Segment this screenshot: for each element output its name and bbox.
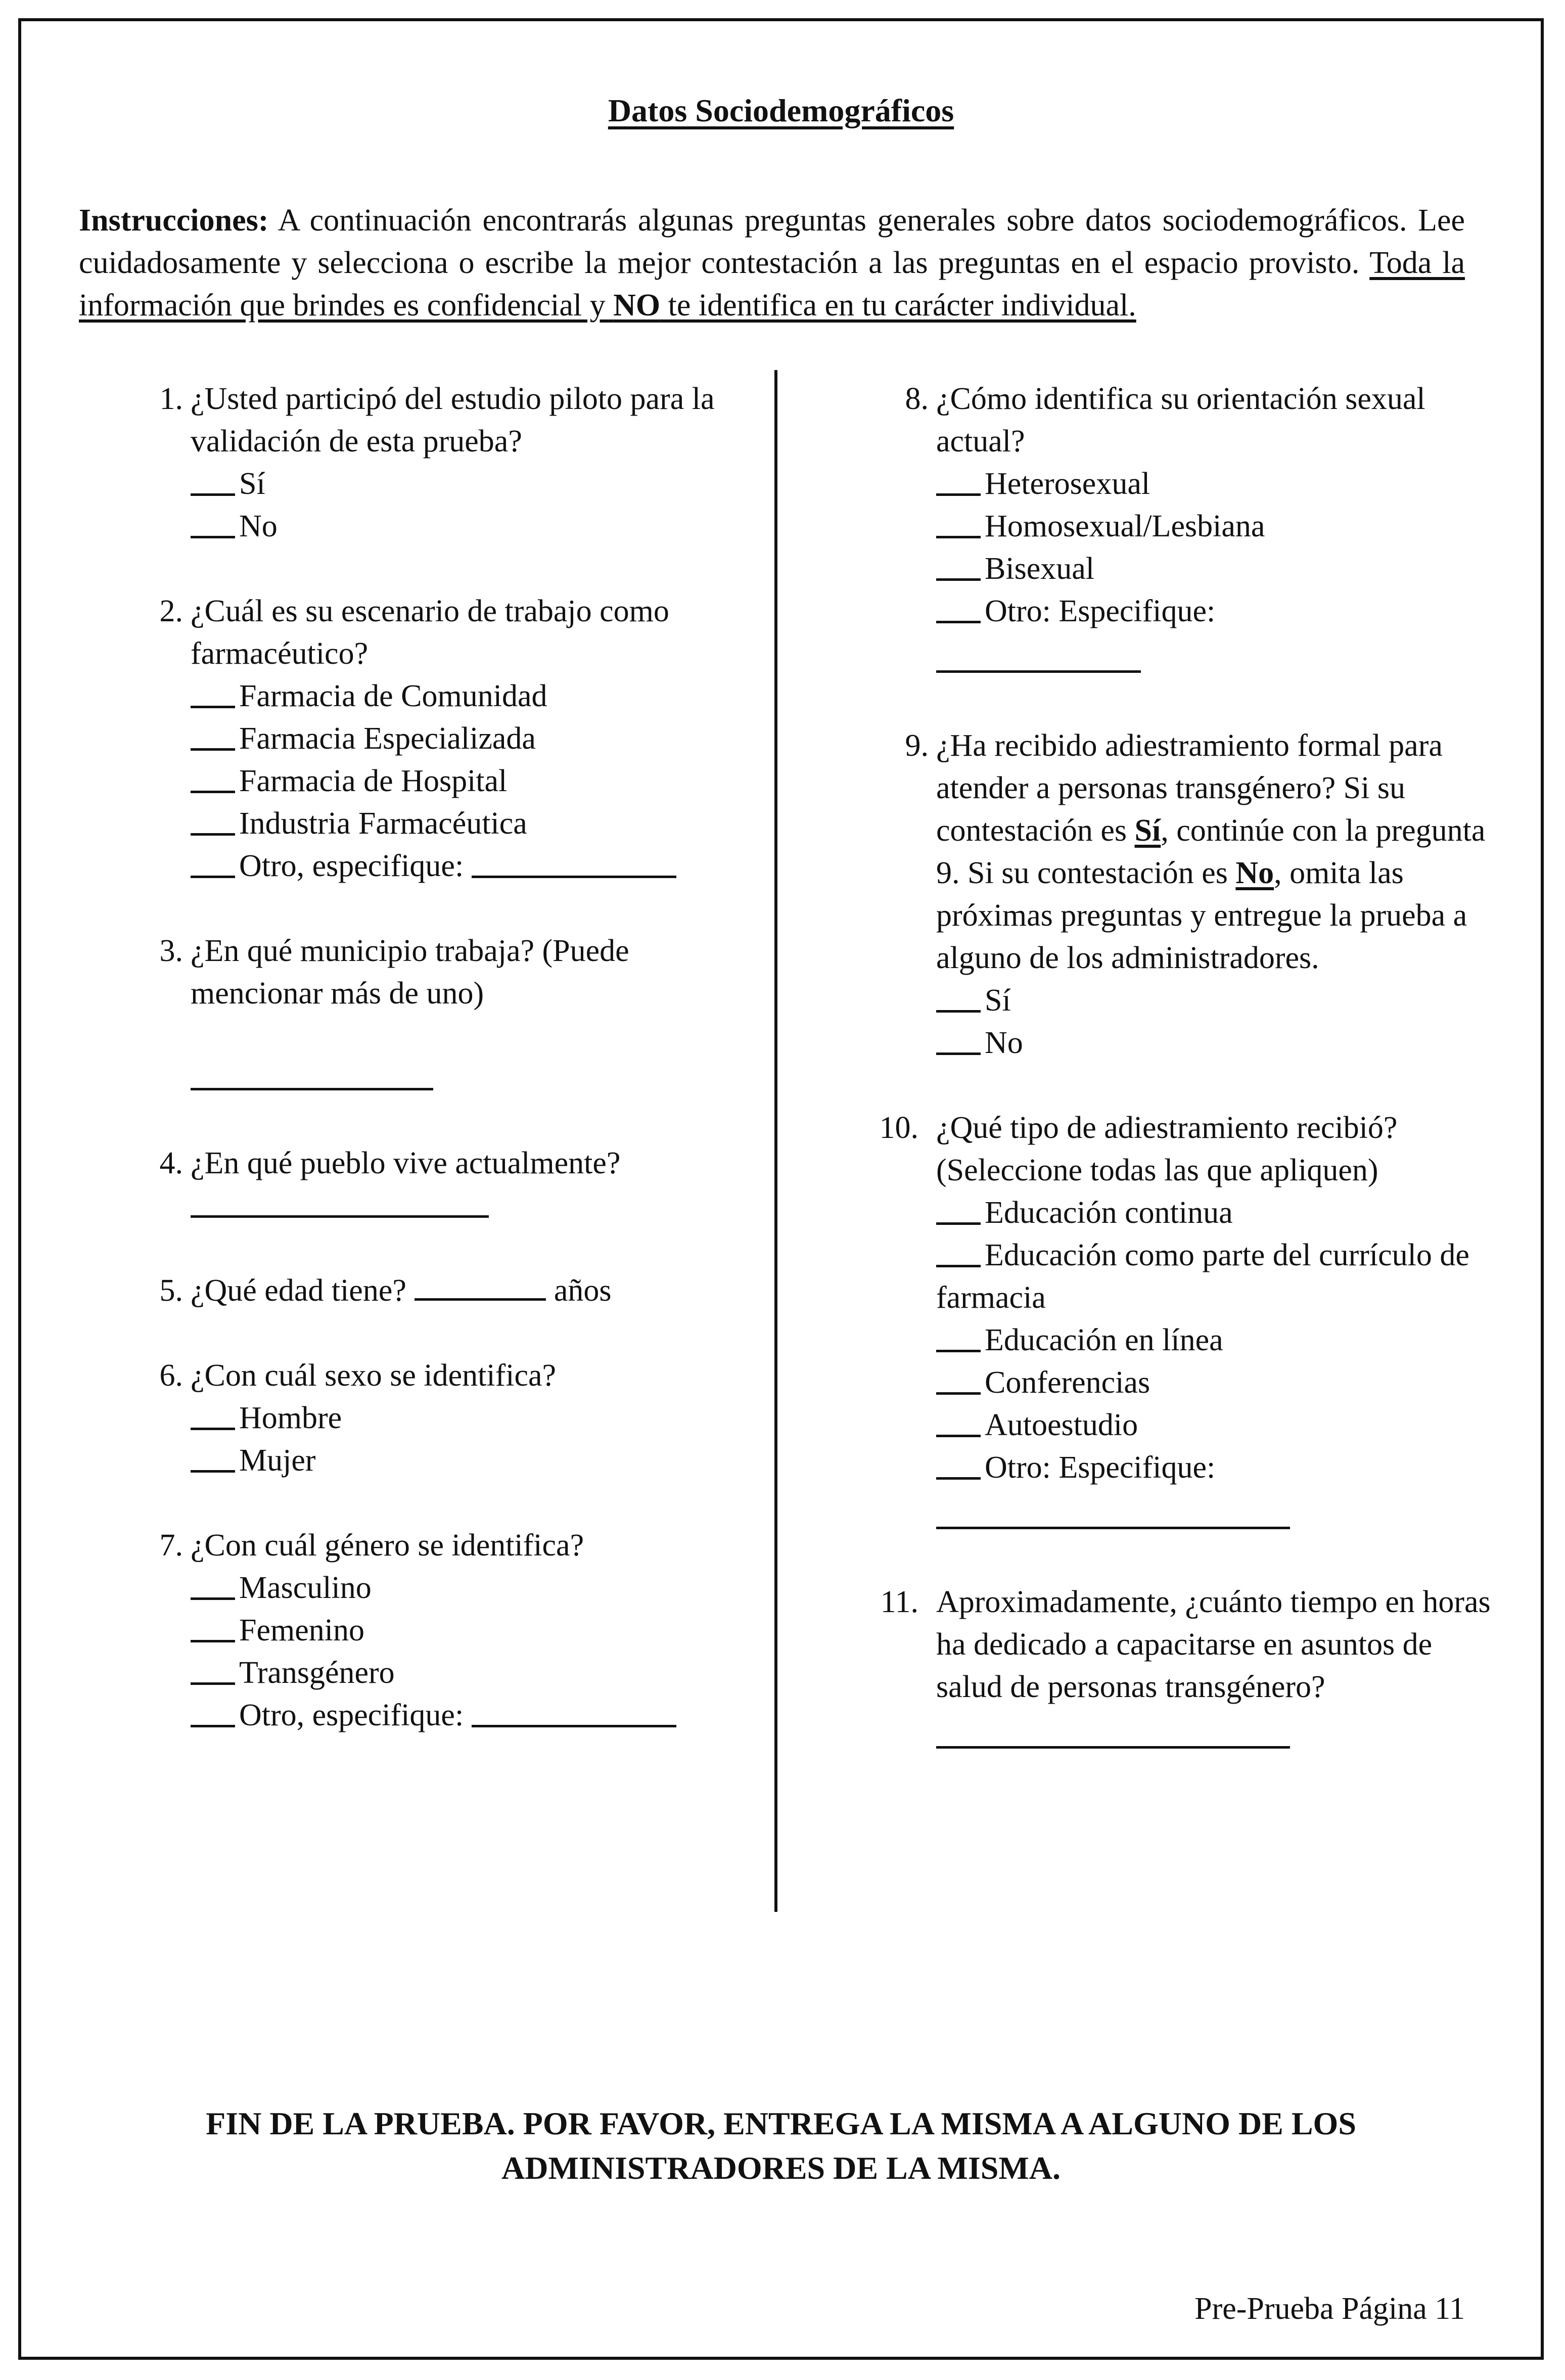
option-heterosexual[interactable]: Heterosexual — [936, 463, 1500, 505]
question-number: 1. — [159, 382, 183, 416]
question-6 — [132, 1354, 739, 1482]
option-hombre[interactable]: Hombre — [191, 1397, 739, 1439]
option-conferencias[interactable]: Conferencias — [936, 1361, 1500, 1404]
question-number: 5. — [159, 1273, 183, 1308]
column-divider — [774, 370, 777, 1912]
option-industria-farmaceutica[interactable]: Industria Farmacéutica — [191, 802, 739, 845]
question-number: 6. — [159, 1358, 183, 1393]
question-number: 9. — [905, 728, 929, 763]
answer-blank[interactable] — [936, 578, 981, 581]
option-otro[interactable]: Otro, especifique: — [191, 1694, 739, 1736]
question-3 — [132, 930, 739, 1100]
question-10 — [878, 1107, 1500, 1538]
question-8 — [878, 378, 1500, 682]
answer-blank[interactable] — [936, 1010, 981, 1013]
question-11 — [878, 1581, 1500, 1758]
specify-line[interactable] — [936, 670, 1141, 673]
option-educacion-continua[interactable]: Educación continua — [936, 1192, 1500, 1234]
question-number: 4. — [159, 1146, 183, 1180]
answer-blank[interactable] — [191, 791, 235, 793]
instructions-paragraph — [79, 199, 1465, 327]
option-otro[interactable]: Otro: Especifique: — [936, 1446, 1500, 1489]
si-emphasis: Sí — [1134, 813, 1161, 848]
document-page — [18, 18, 1544, 2360]
instructions-lead: Instrucciones: — [79, 203, 269, 238]
answer-line[interactable] — [191, 1088, 433, 1090]
question-number: 7. — [159, 1528, 183, 1563]
option-educacion-en-linea[interactable]: Educación en línea — [936, 1319, 1500, 1361]
specify-line[interactable] — [472, 1725, 676, 1727]
page-footer: Pre-Prueba Página 11 — [1194, 2292, 1465, 2326]
answer-blank[interactable] — [191, 1640, 235, 1642]
question-text: ¿Cómo identifica su orientación sexual actual? — [936, 382, 1425, 459]
question-text: ¿Cuál es su escenario de trabajo como farmacéutico? — [191, 594, 669, 671]
page-title: Datos Sociodemográficos — [608, 93, 954, 128]
option-educacion-curriculo[interactable]: Educación como parte del currículo de farmacia — [936, 1238, 1469, 1315]
specify-line[interactable] — [936, 1527, 1290, 1529]
option-autoestudio[interactable]: Autoestudio — [936, 1404, 1500, 1446]
no-emphasis: No — [1235, 856, 1274, 890]
answer-blank[interactable] — [936, 1350, 981, 1352]
answer-blank[interactable] — [936, 1052, 981, 1055]
option-homosexual-lesbiana[interactable]: Homosexual/Lesbiana — [936, 505, 1500, 547]
question-text: ¿Ha recibido adiestramiento formal para atender a personas transgénero? Si su contestación es Sí, continúe con la pregunta 9. Si su contestación es No, omita las próximas preguntas y entregue la prueba a alguno de los administradores. — [936, 728, 1486, 975]
answer-blank[interactable] — [191, 493, 235, 496]
answer-blank[interactable] — [936, 536, 981, 538]
end-of-test-message: FIN DE LA PRUEBA. POR FAVOR, ENTREGA LA MISMA A ALGUNO DE LOS ADMINISTRADORES DE LA MISMA. — [206, 2106, 1356, 2186]
question-number: 8. — [905, 382, 929, 416]
answer-blank[interactable] — [936, 1265, 981, 1267]
option-si[interactable]: Sí — [191, 463, 739, 505]
question-text: ¿Con cuál género se identifica? — [191, 1528, 584, 1563]
instructions-body: A continuación encontrarás algunas preguntas generales sobre datos sociodemográficos. Lee cuidadosamente y selecciona o escribe la mejor contestación a las preguntas en el espacio provisto. — [79, 203, 1465, 280]
option-si[interactable]: Sí — [936, 979, 1500, 1022]
option-otro[interactable]: Otro: Especifique: — [936, 590, 1500, 632]
left-column — [132, 378, 739, 1736]
answer-line[interactable] — [191, 1215, 489, 1218]
answer-blank[interactable] — [191, 833, 235, 836]
answer-blank[interactable] — [936, 493, 981, 496]
answer-blank[interactable] — [191, 1682, 235, 1685]
question-number: 3. — [159, 934, 183, 968]
question-5 — [132, 1269, 739, 1312]
option-masculino[interactable]: Masculino — [191, 1567, 739, 1609]
option-otro[interactable]: Otro, especifique: — [191, 845, 739, 887]
answer-blank[interactable] — [191, 748, 235, 751]
answer-blank[interactable] — [191, 536, 235, 538]
question-1 — [132, 378, 739, 547]
option-farmacia-comunidad[interactable]: Farmacia de Comunidad — [191, 675, 739, 717]
option-bisexual[interactable]: Bisexual — [936, 547, 1500, 590]
question-text: ¿Qué edad tiene? — [191, 1273, 406, 1308]
answer-blank[interactable] — [191, 1428, 235, 1430]
option-farmacia-especializada[interactable]: Farmacia Especializada — [191, 717, 739, 760]
question-text: ¿Usted participó del estudio piloto para la validación de esta prueba? — [191, 382, 715, 459]
answer-blank[interactable] — [191, 706, 235, 708]
answer-blank[interactable] — [936, 1222, 981, 1225]
question-4 — [132, 1142, 739, 1227]
question-text: ¿En qué pueblo vive actualmente? — [191, 1146, 621, 1180]
question-text: ¿En qué municipio trabaja? (Puede mencionar más de uno) — [191, 934, 629, 1011]
question-text: ¿Qué tipo de adiestramiento recibió? (Seleccione todas las que apliquen) — [936, 1111, 1398, 1187]
right-column — [878, 378, 1500, 1758]
answer-blank[interactable] — [191, 1597, 235, 1600]
answer-blank[interactable] — [936, 1392, 981, 1395]
answer-blank[interactable] — [936, 621, 981, 623]
answer-blank[interactable] — [191, 876, 235, 878]
option-no[interactable]: No — [191, 505, 739, 547]
answer-blank[interactable] — [191, 1725, 235, 1727]
question-text: ¿Con cuál sexo se identifica? — [191, 1358, 557, 1393]
question-9 — [878, 724, 1500, 1064]
option-no[interactable]: No — [936, 1022, 1500, 1064]
option-farmacia-hospital[interactable]: Farmacia de Hospital — [191, 760, 739, 802]
answer-blank[interactable] — [936, 1477, 981, 1480]
question-number: 2. — [159, 594, 183, 628]
option-mujer[interactable]: Mujer — [191, 1439, 739, 1482]
question-2 — [132, 590, 739, 887]
answer-line[interactable] — [936, 1746, 1290, 1749]
question-7 — [132, 1524, 739, 1736]
age-suffix: años — [554, 1273, 612, 1308]
specify-line[interactable] — [472, 876, 676, 878]
confidentiality-note: Toda la información que brindes es confidencial y NO te identifica en tu carácter individual. — [79, 246, 1465, 323]
question-text: Aproximadamente, ¿cuánto tiempo en horas ha dedicado a capacitarse en asuntos de salud de personas transgénero? — [936, 1585, 1491, 1704]
question-number: 11. — [880, 1585, 918, 1619]
question-number: 10. — [879, 1111, 918, 1145]
answer-blank[interactable] — [936, 1435, 981, 1437]
age-line[interactable] — [415, 1298, 546, 1301]
option-femenino[interactable]: Femenino — [191, 1609, 739, 1652]
answer-blank[interactable] — [191, 1470, 235, 1473]
option-transgenero[interactable]: Transgénero — [191, 1652, 739, 1694]
